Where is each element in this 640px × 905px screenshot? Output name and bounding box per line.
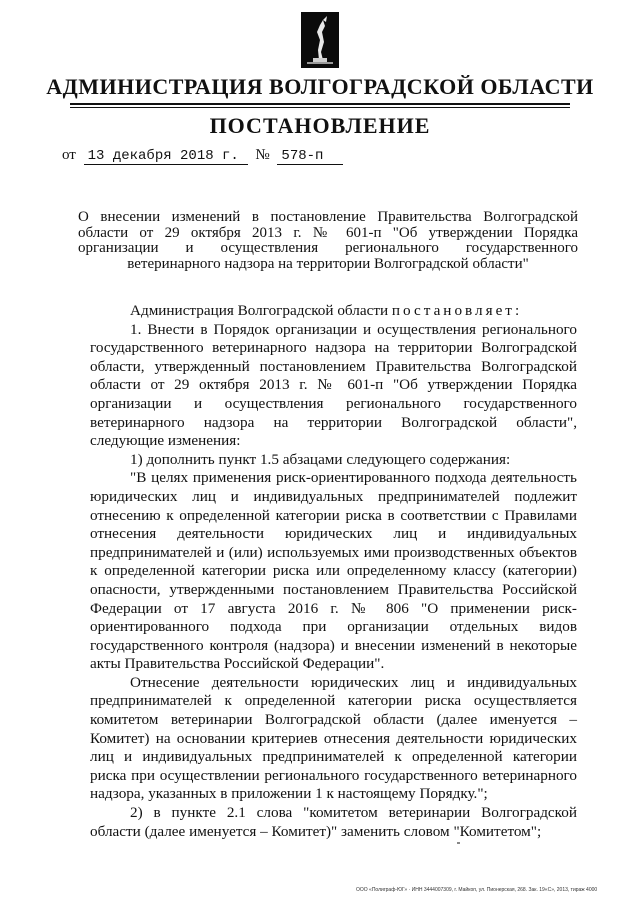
body-paragraph: Отнесение деятельности юридических лиц и индивидуальных предпринимателей к определенной категории риска осуществляется комитетом ветеринарии Волгоградской области (далее именуется – Комитет) на основании критериев отнесения деятельности юридических лиц и индивидуальных предпринимателей к определенной категории риска при осуществлении регионального государственного ветеринарного надзора, указанных в приложении 1 к настоящему Порядку."; bbox=[90, 673, 577, 803]
subject-line: организации и осуществления регионального государственного bbox=[78, 240, 578, 256]
printer-footer: ООО «Полиграф-ЮГ» · ИНН 3444007309, г. Майкоп, ул. Пионерская, 268. Зак. 19«С», 2013, тираж 4000 bbox=[356, 887, 598, 893]
coat-of-arms-emblem bbox=[301, 12, 339, 68]
document-meta bbox=[62, 147, 347, 165]
organization-title: АДМИНИСТРАЦИЯ ВОЛГОГРАДСКОЙ ОБЛАСТИ bbox=[46, 74, 594, 99]
document-subject bbox=[78, 210, 578, 272]
header-rule-thin bbox=[70, 107, 570, 108]
document-body bbox=[90, 302, 577, 841]
subject-line: ветеринарного надзора на территории Волгоградской области" bbox=[127, 255, 529, 272]
document-date: 13 декабря 2018 г. bbox=[84, 148, 248, 165]
from-label: от bbox=[62, 147, 76, 163]
emblem-icon bbox=[301, 12, 339, 68]
body-paragraph: 1) дополнить пункт 1.5 абзацами следующего содержания: bbox=[130, 450, 511, 468]
subject-line: О внесении изменений в постановление Правительства Волгоградской bbox=[78, 209, 578, 225]
scan-speck bbox=[457, 842, 460, 844]
number-label: № bbox=[255, 147, 270, 163]
header-rule bbox=[70, 103, 570, 105]
intro-action: постановляет: bbox=[391, 302, 523, 319]
intro-prefix: Администрация Волгоградской области bbox=[130, 302, 389, 319]
intro-paragraph bbox=[90, 302, 577, 321]
body-paragraph: "В целях применения риск-ориентированного подхода деятельность юридических лиц и индивидуальных предпринимателей подлежит отнесению к определенной категории риска в соответствии с Правилами отнесения деятельности юридических лиц и индивидуальных предпринимателей и (или) используемых ими производственных объектов к определенной категории риска или определенному классу (категории) опасности, утвержденными постановлением Правительства Российской Федерации от 17 августа 2016 г. № 806 "О применении риск-ориентированного подхода при организации отдельных видов государственного контроля (надзора) и внесении изменений в некоторые акты Правительства Российской Федерации". bbox=[90, 469, 577, 673]
document-type: ПОСТАНОВЛЕНИЕ bbox=[209, 113, 431, 138]
subject-line: области от 29 октября 2013 г. № 601-п "Об утверждении Порядка bbox=[78, 224, 578, 241]
body-paragraph: 2) в пункте 2.1 слова "комитетом ветеринарии Волгоградской области (далее именуется – Комитет)" заменить словом "Комитетом"; bbox=[90, 804, 577, 840]
document-number: 578-п bbox=[277, 148, 343, 165]
body-paragraph: 1. Внести в Порядок организации и осуществления регионального государственного ветеринарного надзора на территории Волгоградской области, утвержденный постановлением Правительства Волгоградской области от 29 октября 2013 г. № 601-п "Об утверждении Порядка организации и осуществления регионального государственного ветеринарного надзора на территории Волгоградской области", следующие изменения: bbox=[90, 320, 577, 450]
